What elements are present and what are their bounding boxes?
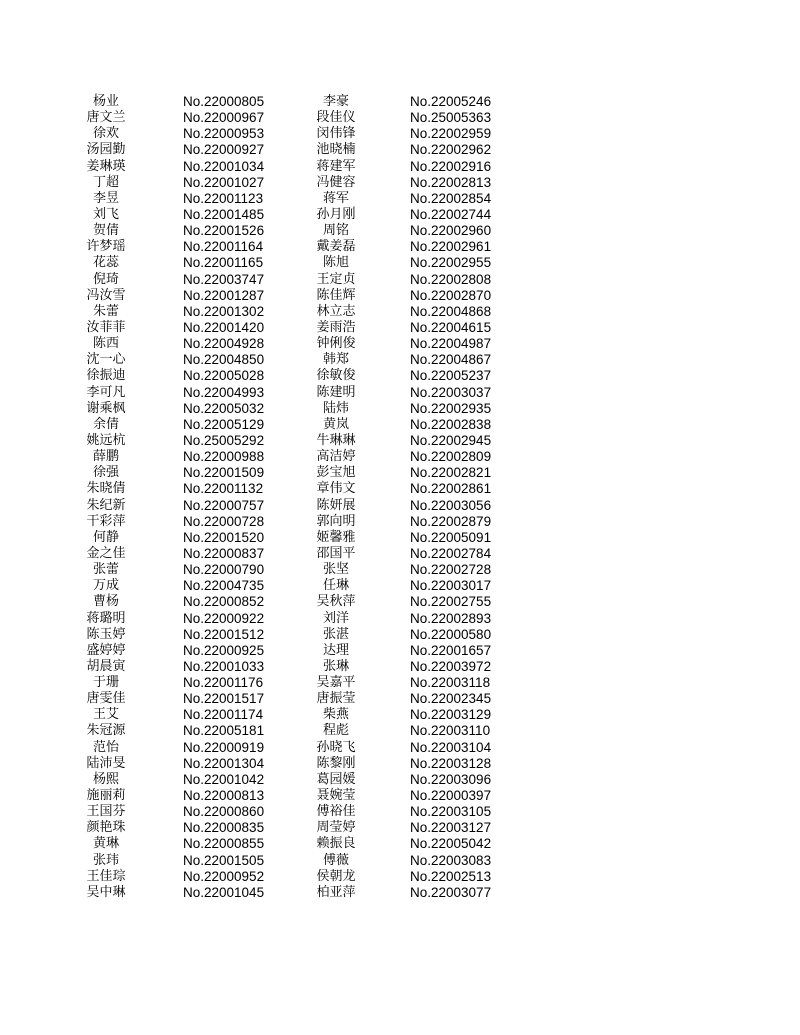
right-number-cell: No.22002960 <box>410 223 492 239</box>
left-number-cell: No.22001165 <box>183 255 264 271</box>
table-row <box>0 820 800 836</box>
right-name-cell: 张坚 <box>322 562 349 578</box>
right-name-cell: 孙月刚 <box>316 206 356 222</box>
right-name-cell: 陈黎刚 <box>316 755 356 771</box>
right-number-cell: No.22002821 <box>410 465 492 481</box>
left-name-cell: 张玮 <box>92 852 119 868</box>
left-number-cell: No.22001517 <box>183 691 265 707</box>
left-name-cell: 吴中琳 <box>86 884 126 900</box>
left-name-cell: 沈一心 <box>86 352 126 368</box>
right-number-cell: No.22003017 <box>410 578 492 594</box>
right-number-cell: No.22002955 <box>410 255 492 271</box>
left-number-cell: No.22001132 <box>183 481 264 497</box>
right-number-cell: No.22002744 <box>410 206 492 222</box>
left-name-cell: 徐欢 <box>92 126 119 142</box>
table-row <box>0 110 800 126</box>
left-number-cell: No.22004993 <box>183 384 265 400</box>
table-row <box>0 691 800 707</box>
right-name-cell: 陈佳辉 <box>316 287 356 303</box>
right-number-cell: No.22002838 <box>410 416 492 432</box>
left-name-cell: 黄琳 <box>92 836 119 852</box>
left-number-cell: No.22004735 <box>183 578 265 594</box>
left-name-cell: 唐雯佳 <box>86 691 126 707</box>
left-number-cell: No.22001287 <box>183 287 265 303</box>
right-name-cell: 吴嘉平 <box>316 675 356 691</box>
left-number-cell: No.22000988 <box>183 449 265 465</box>
left-number-cell: No.22001123 <box>183 190 264 206</box>
right-number-cell: No.22002813 <box>410 174 492 190</box>
left-number-cell: No.22001420 <box>183 319 265 335</box>
right-number-cell: No.22003129 <box>410 707 492 723</box>
right-name-cell: 吴秋萍 <box>316 594 356 610</box>
right-number-cell: No.25005363 <box>410 110 492 126</box>
left-name-cell: 万成 <box>92 578 119 594</box>
table-row <box>0 578 800 594</box>
left-name-cell: 曹杨 <box>92 594 119 610</box>
left-name-cell: 施丽莉 <box>86 788 126 804</box>
table-row <box>0 546 800 562</box>
right-name-cell: 冯健容 <box>316 174 356 190</box>
left-name-cell: 盛婷婷 <box>86 642 126 658</box>
left-number-cell: No.22004850 <box>183 352 265 368</box>
table-row <box>0 530 800 546</box>
left-name-cell: 许梦瑶 <box>86 239 126 255</box>
name-list-sheet <box>0 94 800 901</box>
right-name-cell: 牛琳琳 <box>316 432 356 448</box>
table-row <box>0 401 800 417</box>
table-row <box>0 514 800 530</box>
table-row <box>0 272 800 288</box>
left-name-cell: 徐强 <box>92 465 119 481</box>
table-row <box>0 885 800 901</box>
left-number-cell: No.22000952 <box>183 868 265 884</box>
left-number-cell: No.22000953 <box>183 126 265 142</box>
right-number-cell: No.22004987 <box>410 336 492 352</box>
left-number-cell: No.22001042 <box>183 771 265 787</box>
right-name-cell: 陆炜 <box>322 400 349 416</box>
right-name-cell: 张琳 <box>322 658 349 674</box>
left-number-cell: No.22001520 <box>183 529 265 545</box>
right-number-cell: No.22002945 <box>410 432 492 448</box>
table-row <box>0 465 800 481</box>
left-name-cell: 杨熙 <box>92 771 119 787</box>
table-row <box>0 223 800 239</box>
left-number-cell: No.22004928 <box>183 336 265 352</box>
right-number-cell: No.22003104 <box>410 739 492 755</box>
table-row <box>0 159 800 175</box>
table-row <box>0 126 800 142</box>
left-number-cell: No.22001034 <box>183 158 265 174</box>
left-number-cell: No.22000855 <box>183 836 265 852</box>
left-name-cell: 丁超 <box>92 174 119 190</box>
left-name-cell: 余倩 <box>92 416 119 432</box>
table-row <box>0 449 800 465</box>
left-name-cell: 王国芬 <box>86 804 126 820</box>
left-name-cell: 胡晨寅 <box>86 658 126 674</box>
table-row <box>0 417 800 433</box>
left-name-cell: 朱晓倩 <box>86 481 126 497</box>
left-number-cell: No.22001505 <box>183 852 265 868</box>
left-name-cell: 陆沛旻 <box>86 755 126 771</box>
right-number-cell: No.22002961 <box>410 239 492 255</box>
left-name-cell: 陈玉婷 <box>86 626 126 642</box>
left-number-cell: No.22001174 <box>183 707 264 723</box>
table-row <box>0 562 800 578</box>
table-row <box>0 756 800 772</box>
table-row <box>0 611 800 627</box>
left-name-cell: 何静 <box>92 529 119 545</box>
table-row <box>0 239 800 255</box>
right-number-cell: No.22002755 <box>410 594 492 610</box>
left-number-cell: No.22000860 <box>183 804 265 820</box>
right-number-cell: No.22005042 <box>410 836 492 852</box>
table-row <box>0 288 800 304</box>
table-row <box>0 804 800 820</box>
left-number-cell: No.22005181 <box>183 723 265 739</box>
left-number-cell: No.22001176 <box>183 675 264 691</box>
left-number-cell: No.22001045 <box>183 884 265 900</box>
left-number-cell: No.25005292 <box>183 432 265 448</box>
left-name-cell: 刘飞 <box>92 206 119 222</box>
left-name-cell: 张蕾 <box>92 562 119 578</box>
right-name-cell: 彭宝旭 <box>316 465 356 481</box>
left-number-cell: No.22001526 <box>183 223 265 239</box>
right-number-cell: No.22002962 <box>410 142 492 158</box>
right-number-cell: No.22003056 <box>410 497 492 513</box>
left-name-cell: 金之佳 <box>86 545 126 561</box>
left-name-cell: 杨业 <box>92 94 119 109</box>
left-number-cell: No.22000837 <box>183 545 265 561</box>
right-number-cell: No.22002854 <box>410 190 492 206</box>
table-row <box>0 368 800 384</box>
left-number-cell: No.22001509 <box>183 465 265 481</box>
right-number-cell: No.22003037 <box>410 384 492 400</box>
left-name-cell: 朱蕾 <box>92 303 119 319</box>
table-row <box>0 255 800 271</box>
right-number-cell: No.22004868 <box>410 303 492 319</box>
right-name-cell: 葛园媛 <box>316 771 356 787</box>
left-name-cell: 朱纪新 <box>86 497 126 513</box>
right-name-cell: 柏亚萍 <box>316 884 356 900</box>
right-number-cell: No.22005091 <box>410 529 492 545</box>
right-name-cell: 周铭 <box>322 223 349 239</box>
left-name-cell: 于珊 <box>92 675 119 691</box>
left-number-cell: No.22000790 <box>183 562 265 578</box>
right-name-cell: 孙晓飞 <box>316 739 356 755</box>
left-name-cell: 徐振迪 <box>86 368 126 384</box>
right-name-cell: 林立志 <box>316 303 356 319</box>
right-name-cell: 池晓楠 <box>316 142 356 158</box>
table-row <box>0 336 800 352</box>
left-number-cell: No.22001512 <box>183 626 265 642</box>
right-number-cell: No.22000580 <box>410 626 492 642</box>
left-number-cell: No.22000922 <box>183 610 265 626</box>
left-name-cell: 薛鹏 <box>92 449 119 465</box>
right-number-cell: No.22002345 <box>410 691 492 707</box>
table-row <box>0 836 800 852</box>
table-row <box>0 853 800 869</box>
left-name-cell: 倪琦 <box>92 271 119 287</box>
left-number-cell: No.22001304 <box>183 755 265 771</box>
table-row <box>0 643 800 659</box>
table-row <box>0 304 800 320</box>
right-number-cell: No.22005246 <box>410 94 492 109</box>
right-name-cell: 李豪 <box>322 94 349 109</box>
left-number-cell: No.22000813 <box>183 788 265 804</box>
right-name-cell: 周莹婷 <box>316 820 356 836</box>
right-number-cell: No.22002959 <box>410 126 492 142</box>
table-row <box>0 723 800 739</box>
right-name-cell: 姜雨浩 <box>316 319 356 335</box>
table-row <box>0 94 800 110</box>
right-name-cell: 达理 <box>322 642 349 658</box>
left-name-cell: 花蕊 <box>92 255 119 271</box>
left-name-cell: 颜艳珠 <box>86 820 126 836</box>
right-number-cell: No.22004867 <box>410 352 492 368</box>
right-name-cell: 傅薇 <box>322 852 349 868</box>
right-name-cell: 章伟文 <box>316 481 356 497</box>
right-number-cell: No.22003105 <box>410 804 492 820</box>
left-number-cell: No.22000852 <box>183 594 265 610</box>
left-number-cell: No.22003747 <box>183 271 265 287</box>
right-name-cell: 蒋建军 <box>316 158 356 174</box>
right-name-cell: 钟俐俊 <box>316 336 356 352</box>
table-row <box>0 675 800 691</box>
left-number-cell: No.22005129 <box>183 416 265 432</box>
right-name-cell: 任琳 <box>322 578 349 594</box>
right-number-cell: No.22002784 <box>410 545 492 561</box>
right-name-cell: 傅裕佳 <box>316 804 356 820</box>
table-row <box>0 175 800 191</box>
left-name-cell: 贺倩 <box>92 223 119 239</box>
table-row <box>0 627 800 643</box>
right-name-cell: 段佳仪 <box>316 110 356 126</box>
table-row <box>0 207 800 223</box>
left-number-cell: No.22000835 <box>183 820 265 836</box>
table-row <box>0 740 800 756</box>
right-number-cell: No.22002935 <box>410 400 492 416</box>
left-name-cell: 汤园勤 <box>86 142 126 158</box>
right-name-cell: 陈旭 <box>322 255 349 271</box>
left-name-cell: 干彩萍 <box>86 513 126 529</box>
left-name-cell: 李昱 <box>92 190 119 206</box>
left-number-cell: No.22000927 <box>183 142 265 158</box>
table-row <box>0 659 800 675</box>
left-name-cell: 蒋璐明 <box>86 610 126 626</box>
left-name-cell: 王佳琮 <box>86 868 126 884</box>
right-number-cell: No.22003083 <box>410 852 492 868</box>
right-number-cell: No.22002728 <box>410 562 492 578</box>
table-row <box>0 772 800 788</box>
left-number-cell: No.22001164 <box>183 239 264 255</box>
left-name-cell: 姜琳瑛 <box>86 158 126 174</box>
right-name-cell: 戴姜磊 <box>316 239 356 255</box>
left-number-cell: No.22000757 <box>183 497 265 513</box>
right-name-cell: 郭向明 <box>316 513 356 529</box>
left-name-cell: 王艾 <box>92 707 119 723</box>
left-number-cell: No.22000728 <box>183 513 265 529</box>
right-name-cell: 陈妍展 <box>316 497 356 513</box>
left-number-cell: No.22000919 <box>183 739 265 755</box>
right-name-cell: 高洁婷 <box>316 449 356 465</box>
right-name-cell: 陈建明 <box>316 384 356 400</box>
left-number-cell: No.22001027 <box>183 174 265 190</box>
left-number-cell: No.22001302 <box>183 303 265 319</box>
right-name-cell: 闵伟锋 <box>316 126 356 142</box>
right-number-cell: No.22000397 <box>410 788 492 804</box>
right-name-cell: 张湛 <box>322 626 349 642</box>
right-number-cell: No.22003096 <box>410 771 492 787</box>
table-row <box>0 788 800 804</box>
right-name-cell: 徐敏俊 <box>316 368 356 384</box>
table-row <box>0 142 800 158</box>
left-number-cell: No.22005032 <box>183 400 265 416</box>
left-name-cell: 汝菲菲 <box>86 319 126 335</box>
left-name-cell: 朱冠源 <box>86 723 126 739</box>
table-row <box>0 594 800 610</box>
table-row <box>0 352 800 368</box>
right-name-cell: 刘洋 <box>322 610 349 626</box>
table-row <box>0 707 800 723</box>
left-number-cell: No.22000925 <box>183 642 265 658</box>
table-row <box>0 320 800 336</box>
right-number-cell: No.22002861 <box>410 481 492 497</box>
right-name-cell: 柴燕 <box>322 707 349 723</box>
left-name-cell: 范怡 <box>92 739 119 755</box>
right-number-cell: No.22003972 <box>410 658 492 674</box>
right-name-cell: 侯朝龙 <box>316 868 356 884</box>
right-name-cell: 韩郑 <box>322 352 349 368</box>
right-number-cell: No.22003127 <box>410 820 492 836</box>
left-name-cell: 李可凡 <box>86 384 126 400</box>
left-name-cell: 陈西 <box>92 336 119 352</box>
right-name-cell: 蒋军 <box>322 190 349 206</box>
left-number-cell: No.22000805 <box>183 94 265 109</box>
right-name-cell: 姬馨雅 <box>316 529 356 545</box>
table-row <box>0 498 800 514</box>
left-name-cell: 姚远杭 <box>86 432 126 448</box>
right-number-cell: No.22002513 <box>410 868 492 884</box>
right-number-cell: No.22001657 <box>410 642 492 658</box>
table-row <box>0 191 800 207</box>
left-number-cell: No.22000967 <box>183 110 265 126</box>
right-number-cell: No.22003118 <box>410 675 491 691</box>
left-name-cell: 谢乘枫 <box>86 400 126 416</box>
table-row <box>0 385 800 401</box>
right-number-cell: No.22002808 <box>410 271 492 287</box>
right-name-cell: 聂婉莹 <box>316 788 356 804</box>
left-name-cell: 冯汝雪 <box>86 287 126 303</box>
right-name-cell: 王定贞 <box>316 271 356 287</box>
right-name-cell: 黄岚 <box>322 416 349 432</box>
right-number-cell: No.22003128 <box>410 755 492 771</box>
right-number-cell: No.22002809 <box>410 449 492 465</box>
left-number-cell: No.22005028 <box>183 368 265 384</box>
right-number-cell: No.22002916 <box>410 158 492 174</box>
right-number-cell: No.22003077 <box>410 884 492 900</box>
right-number-cell: No.22002870 <box>410 287 492 303</box>
right-number-cell: No.22003110 <box>410 723 491 739</box>
left-name-cell: 唐文兰 <box>86 110 126 126</box>
right-number-cell: No.22004615 <box>410 319 492 335</box>
table-row <box>0 869 800 885</box>
right-number-cell: No.22002879 <box>410 513 492 529</box>
right-name-cell: 唐振莹 <box>316 691 356 707</box>
right-name-cell: 邵国平 <box>316 545 356 561</box>
right-number-cell: No.22005237 <box>410 368 492 384</box>
table-row <box>0 481 800 497</box>
right-number-cell: No.22002893 <box>410 610 492 626</box>
left-number-cell: No.22001485 <box>183 206 265 222</box>
right-name-cell: 程彪 <box>322 723 349 739</box>
table-row <box>0 433 800 449</box>
right-name-cell: 赖振良 <box>316 836 356 852</box>
left-number-cell: No.22001033 <box>183 658 265 674</box>
